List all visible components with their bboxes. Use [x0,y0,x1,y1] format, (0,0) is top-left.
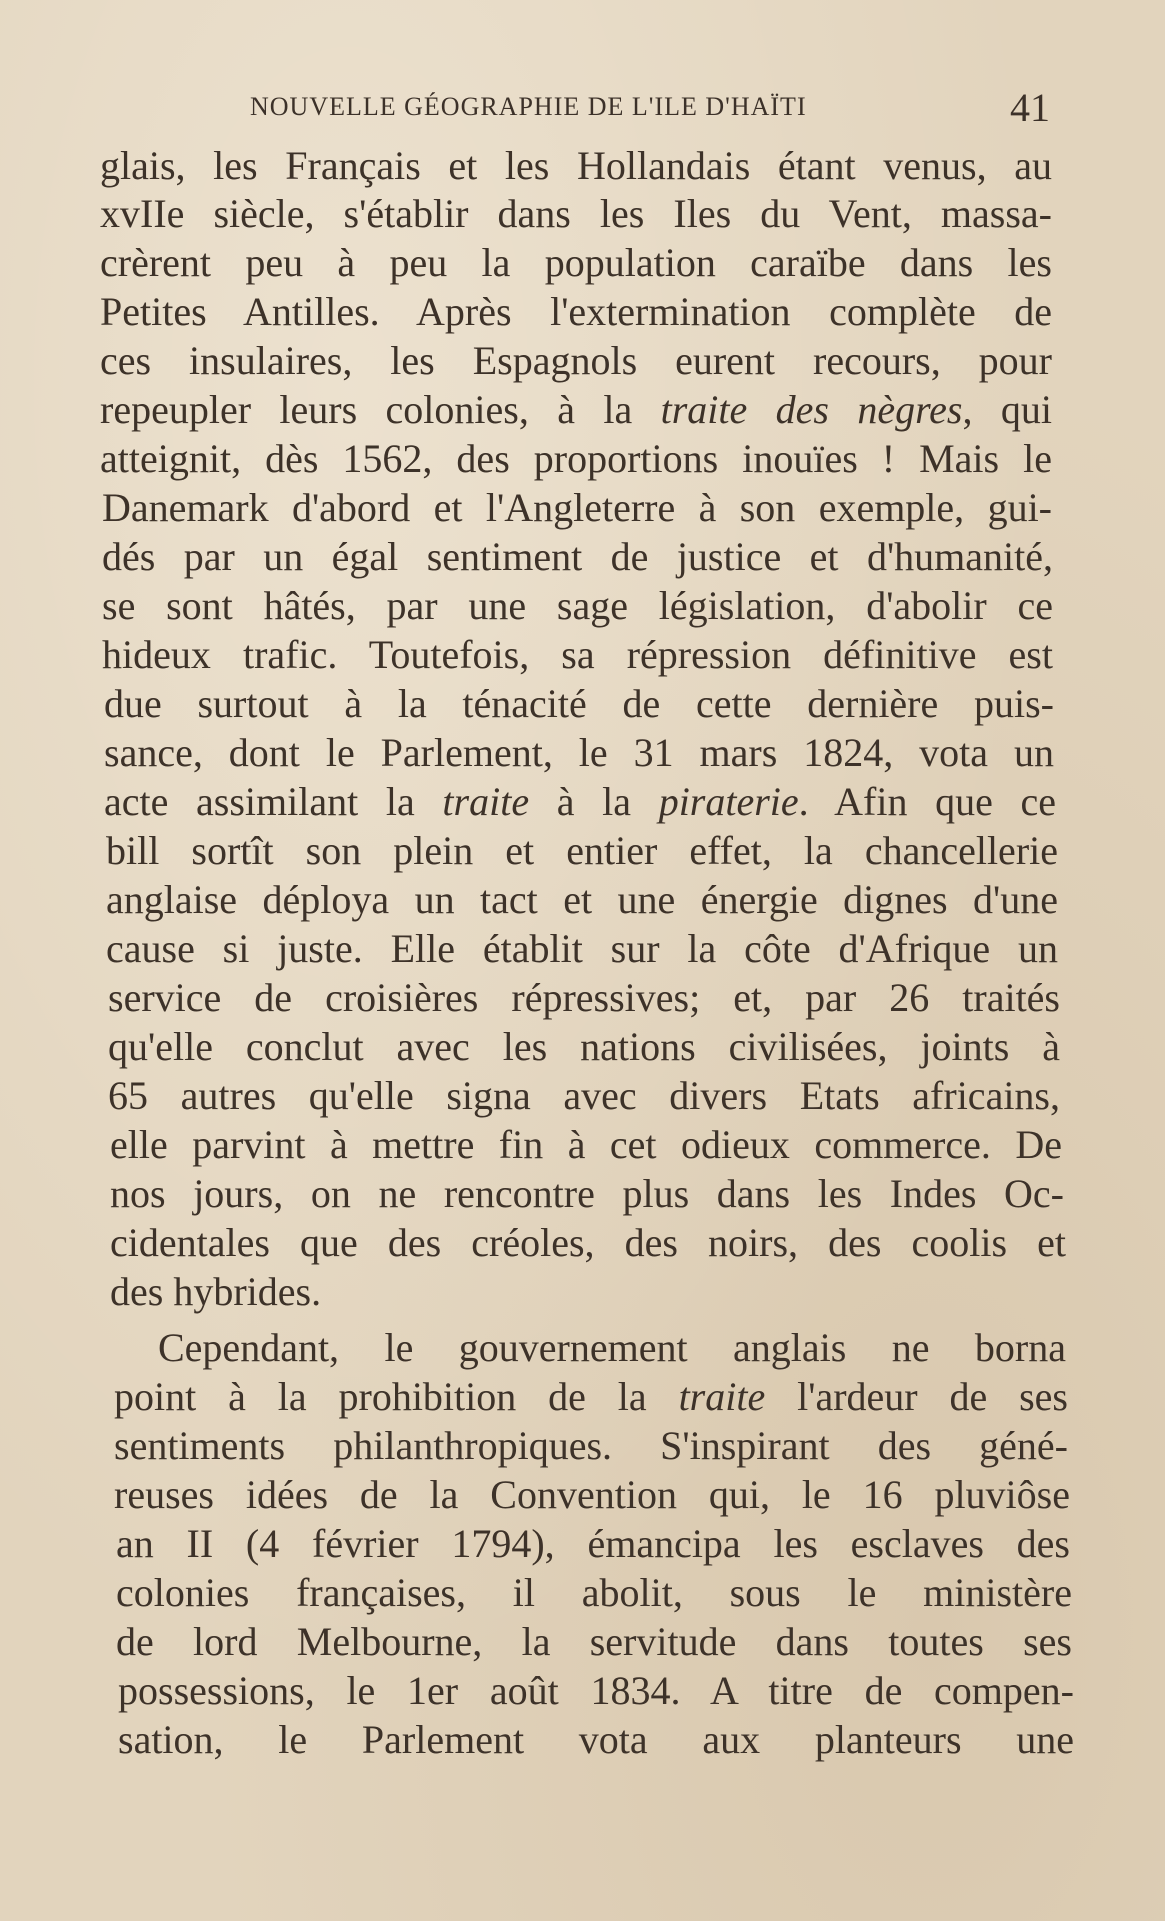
running-title: NOUVELLE GÉOGRAPHIE DE L'ILE D'HAÏTI [250,92,807,121]
text-line: xvIIe siècle, s'établir dans les Iles du Vent, massa- [100,191,1052,236]
italic-term: piraterie [658,779,799,824]
text-line: 65 autres qu'elle signa avec divers Etats africains, [108,1073,1060,1118]
text-line: glais, les Français et les Hollandais étant venus, au [100,143,1052,188]
text-line: cause si juste. Elle établit sur la côte d'Afrique un [106,926,1058,971]
text-line: service de croisières répressives; et, par 26 traités [108,975,1060,1020]
text-line: elle parvint à mettre fin à cet odieux commerce. De [110,1122,1062,1167]
text-line: de lord Melbourne, la servitude dans toutes ses [116,1619,1072,1664]
text-line: hideux trafic. Toutefois, sa répression définitive est [102,632,1053,677]
text-line: acte assimilant la traite à la piraterie. Afin que ce [104,779,1057,824]
text-line: sation, le Parlement vota aux planteurs une [118,1717,1074,1762]
italic-term: traite [442,779,530,824]
text-line: an II (4 février 1794), émancipa les esclaves des [116,1521,1070,1566]
italic-term: traite des nègres [660,387,963,432]
text-line: sance, dont le Parlement, le 31 mars 1824, vota un [104,730,1054,775]
text-line: atteignit, dès 1562, des proportions inouïes ! Mais le [100,436,1052,481]
text-line: se sont hâtés, par une sage législation, d'abolir ce [102,583,1053,628]
text-line: point à la prohibition de la traite l'ardeur de ses [114,1374,1069,1419]
text-line: cidentales que des créoles, des noirs, des coolis et [110,1220,1066,1265]
text-line: nos jours, on ne rencontre plus dans les Indes Oc- [110,1171,1064,1216]
text-line: ces insulaires, les Espagnols eurent recours, pour [100,338,1052,383]
text-line: crèrent peu à peu la population caraïbe dans les [100,240,1052,285]
text-line: Petites Antilles. Après l'extermination complète de [100,289,1052,334]
page-number: 41 [1010,85,1050,130]
text-line: Danemark d'abord et l'Angleterre à son exemple, gui- [102,485,1052,530]
text-line: repeupler leurs colonies, à la traite des nègres, qui [100,387,1052,432]
text-line: reuses idées de la Convention qui, le 16 pluviôse [114,1472,1070,1517]
text-line: dés par un égal sentiment de justice et d'humanité, [102,534,1053,579]
text-line: des hybrides. [110,1269,322,1314]
text-line: Cependant, le gouvernement anglais ne borna [158,1325,1066,1370]
text-line: sentiments philanthropiques. S'inspirant des géné- [114,1423,1068,1468]
text-line: possessions, le 1er août 1834. A titre de compen- [118,1668,1074,1713]
text-line: bill sortît son plein et entier effet, la chancellerie [106,828,1058,873]
text-line: due surtout à la ténacité de cette dernière puis- [104,681,1054,726]
text-line: anglaise déploya un tact et une énergie dignes d'une [106,877,1058,922]
italic-term: traite [678,1374,766,1419]
text-line: qu'elle conclut avec les nations civilisées, joints à [108,1024,1060,1069]
text-line: colonies françaises, il abolit, sous le ministère [116,1570,1072,1615]
